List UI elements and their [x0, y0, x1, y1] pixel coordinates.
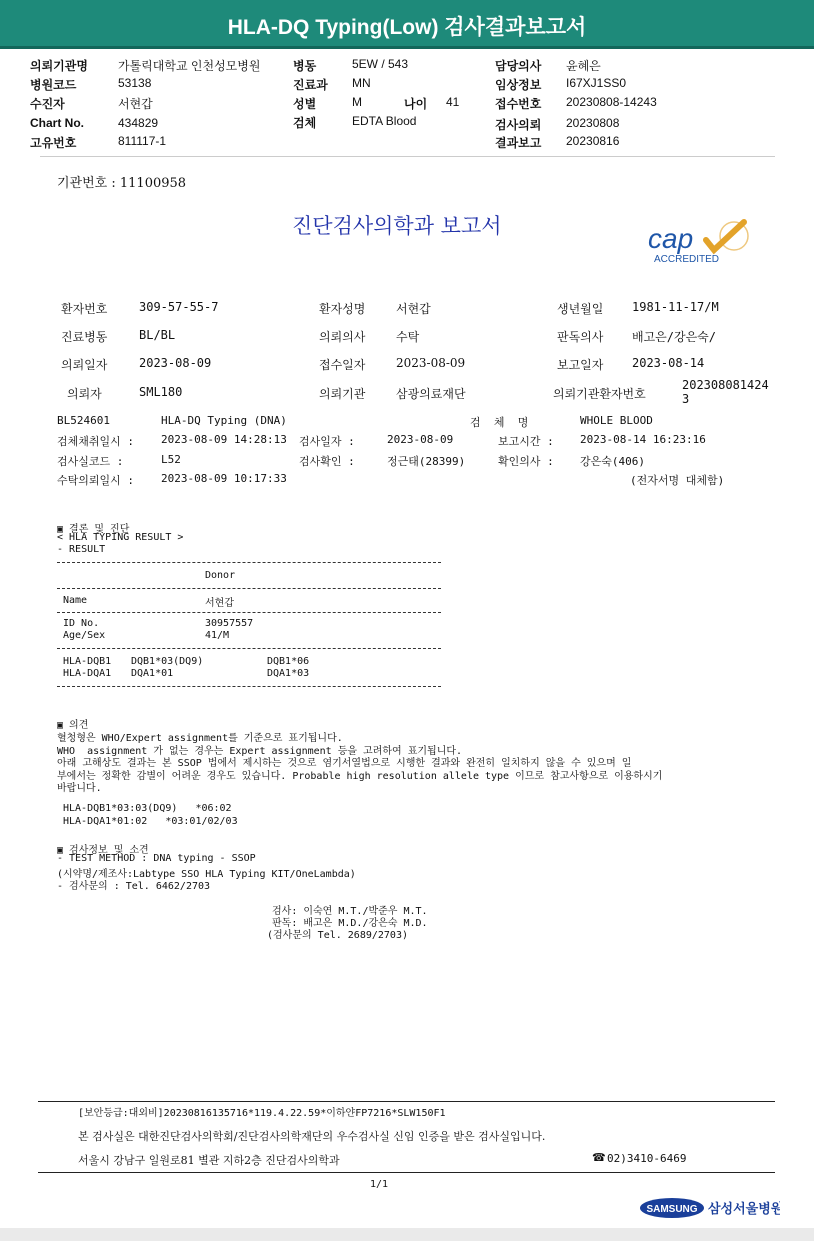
opinion-line: 혈청형은 WHO/Expert assignment를 기준으로 표기됩니다. — [57, 733, 343, 744]
grid-label: 접수일자 — [319, 358, 366, 372]
report-title: 진단검사의학과 보고서 — [292, 214, 502, 238]
allele-2: DQA1*03 — [267, 668, 310, 679]
allele-2: DQB1*06 — [267, 656, 310, 667]
grid-label: 의뢰일자 — [61, 358, 108, 372]
hires-allele-line: HLA-DQB1*03:03(DQ9) *06:02 — [63, 803, 232, 814]
header-value: 20230816 — [566, 134, 620, 148]
header-label: 병동 — [293, 59, 317, 73]
result-label: - RESULT — [57, 544, 106, 555]
header-label: 검체 — [293, 116, 317, 130]
header-label: 의뢰기관명 — [30, 59, 88, 73]
phone-number: 02)3410-6469 — [607, 1152, 687, 1165]
grid-value: 309-57-55-7 — [139, 300, 219, 314]
header-label: 접수번호 — [495, 97, 542, 111]
grid-value: 2023-08-09 — [139, 356, 212, 370]
samsung-logo-text: SAMSUNG — [646, 1204, 698, 1215]
test-name: HLA-DQ Typing (DNA) — [161, 414, 287, 427]
grid-label: 생년월일 — [557, 302, 604, 316]
info-value: 2023-08-14 16:23:16 — [580, 433, 706, 446]
info-label: 검체채취일시 : — [57, 435, 135, 448]
report-title-bar — [0, 0, 814, 49]
method-line: - TEST METHOD : DNA typing - SSOP — [57, 853, 256, 864]
opinion-line: 부에서는 정확한 감별이 어려운 경우도 있습니다. Probable high resolution allele type 이므로 참고사항으로 이용하시기 — [57, 770, 663, 782]
info-label: 확인의사 : — [498, 455, 554, 468]
header-value: 53138 — [118, 76, 152, 90]
cap-ring-icon — [720, 222, 748, 250]
hospital-name: 삼성서울병원 — [708, 1202, 780, 1217]
samsung-logo-icon — [640, 1195, 780, 1221]
result-section-title: ▣ 결론 및 진단 — [57, 524, 130, 535]
header-value: 서현갑 — [118, 97, 153, 111]
test-code: BL524601 — [57, 414, 110, 427]
allele-locus: HLA-DQB1 — [63, 656, 112, 667]
method-line: - 검사문의 : Tel. 6462/2703 — [57, 881, 211, 892]
header-label: Chart No. — [30, 116, 84, 130]
grid-label: 환자번호 — [61, 302, 108, 316]
grid-label: 판독의사 — [557, 330, 604, 344]
header-label: 병원코드 — [30, 78, 77, 92]
result-rule-2 — [57, 588, 441, 589]
grid-value: 배고은/강은숙/ — [632, 330, 717, 344]
grid-value: 삼광의료재단 — [396, 387, 466, 401]
header-value: I67XJ1SS0 — [566, 76, 627, 90]
opinion-line: 바랍니다. — [57, 783, 102, 794]
header-value: 5EW / 543 — [352, 57, 409, 71]
method-section-title: ▣ 검사정보 및 소견 — [57, 845, 149, 856]
grid-label: 보고일자 — [557, 358, 604, 372]
security-line: [보안등급:대외비]20230816135716*119.4.22.59*이하얀FP7216*SLW150F1 — [78, 1108, 446, 1119]
result-rule-5 — [57, 686, 441, 687]
cap-logo-text: cap — [648, 223, 694, 254]
specimen-value: WHOLE BLOOD — [580, 414, 653, 427]
receipt-value: 2023-08-09 10:17:33 — [161, 472, 287, 485]
grid-value: 202308081424 — [682, 378, 769, 392]
header-label: 결과보고 — [495, 136, 542, 150]
method-line: (시약명/제조사:Labtype SSO HLA Typing KIT/OneLambda) — [57, 869, 356, 880]
opinion-line: 아래 고해상도 결과는 본 SSOP 법에서 제시하는 것으로 염기서열법으로 시행한 결과와 완전히 일치하지 않을 수 있으며 일 — [57, 758, 632, 769]
header-value: EDTA Blood — [352, 114, 417, 128]
age-value: 41 — [446, 95, 460, 109]
result-rule-1 — [57, 562, 441, 563]
cap-accredited-logo — [646, 218, 756, 268]
result-subtitle: < HLA TYPING RESULT > — [57, 532, 184, 543]
header-label: 검사의뢰 — [495, 118, 542, 132]
header-value: M — [352, 95, 362, 109]
header-label: 고유번호 — [30, 136, 77, 150]
grid-value: 1981-11-17/M — [632, 300, 719, 314]
header-label: 진료과 — [293, 78, 328, 92]
header-label: 담당의사 — [495, 59, 542, 73]
name-value: 서현갑 — [205, 598, 234, 609]
info-label: 보고시간 : — [498, 435, 554, 448]
age-sex-value: 41/M — [205, 630, 230, 641]
grid-label: 환자성명 — [319, 302, 366, 316]
signoff-line: (검사문의 Tel. 2689/2703) — [267, 930, 408, 941]
age-sex-label: Age/Sex — [63, 630, 106, 641]
grid-label: 의뢰기관환자번호 — [553, 387, 646, 401]
institution-number: 기관번호 : 11100958 — [57, 176, 187, 191]
header-value: 윤혜은 — [566, 59, 601, 73]
footer-top-rule — [38, 1101, 775, 1102]
electronic-signature-note: (전자서명 대체함) — [630, 474, 725, 487]
header-value: 가톨릭대학교 인천성모병원 — [118, 59, 261, 73]
info-label: 검사확인 : — [299, 455, 355, 468]
id-value: 30957557 — [205, 618, 254, 629]
donor-header: Donor — [205, 570, 236, 581]
header-divider — [40, 156, 775, 157]
grid-value: 2023-08-14 — [632, 356, 705, 370]
header-label: 임상정보 — [495, 78, 542, 92]
grid-value: 2023-08-09 — [396, 356, 466, 370]
page-number: 1/1 — [370, 1179, 389, 1190]
name-label: Name — [63, 595, 88, 606]
age-label: 나이 — [404, 97, 428, 111]
header-label: 수진자 — [30, 97, 65, 111]
signoff-line: 판독: 배고은 M.D./강은숙 M.D. — [272, 918, 428, 929]
info-label: 검사실코드 : — [57, 455, 124, 468]
result-rule-3 — [57, 612, 441, 613]
hires-allele-line: HLA-DQA1*01:02 *03:01/02/03 — [63, 816, 238, 827]
grid-value: BL/BL — [139, 328, 176, 342]
report-main-title: HLA-DQ Typing(Low) 검사결과보고서 — [227, 16, 587, 39]
receipt-label: 수탁의뢰일시 : — [57, 474, 135, 487]
allele-1: DQA1*01 — [131, 668, 174, 679]
info-value: 정근태(28399) — [387, 455, 466, 468]
address-line: 서울시 강남구 일원로81 별관 지하2층 진단검사의학과 — [78, 1154, 340, 1167]
viewer-bottom-band — [0, 1228, 814, 1241]
header-value: 811117-1 — [118, 134, 167, 148]
footer-bottom-rule — [38, 1172, 775, 1173]
grid-label: 의뢰자 — [67, 387, 102, 401]
header-value: 20230808-14243 — [566, 95, 657, 109]
cap-logo-sub: ACCREDITED — [654, 254, 720, 265]
certification-line: 본 검사실은 대한진단검사의학회/진단검사의학재단의 우수검사실 신임 인증을 받은 검사실입니다. — [78, 1130, 546, 1143]
allele-locus: HLA-DQA1 — [63, 668, 112, 679]
grid-value: 수탁 — [396, 330, 420, 344]
id-label: ID No. — [63, 618, 100, 629]
info-value: 2023-08-09 — [387, 433, 454, 446]
grid-value: 3 — [682, 392, 690, 406]
grid-value: SML180 — [139, 385, 183, 399]
header-value: 434829 — [118, 116, 159, 130]
grid-label: 의뢰기관 — [319, 387, 366, 401]
info-label: 검사일자 : — [299, 435, 355, 448]
info-value: 강은숙(406) — [580, 455, 645, 468]
signoff-line: 검사: 이숙연 M.T./박준우 M.T. — [272, 906, 428, 917]
cap-logo-icon — [646, 218, 756, 268]
result-rule-4 — [57, 648, 441, 649]
info-value: 2023-08-09 14:28:13 — [161, 433, 287, 446]
specimen-label: 검 체 명 — [470, 416, 529, 429]
header-label: 성별 — [293, 97, 317, 111]
header-value: MN — [352, 76, 371, 90]
grid-label: 진료병동 — [61, 330, 108, 344]
grid-label: 의뢰의사 — [319, 330, 366, 344]
telephone-icon: ☎ — [592, 1152, 606, 1164]
opinion-section-title: ▣ 의견 — [57, 720, 89, 731]
opinion-line: WHO assignment 가 없는 경우는 Expert assignment 등을 고려하여 표기됩니다. — [57, 745, 463, 757]
header-value: 20230808 — [566, 116, 620, 130]
hospital-logo — [640, 1195, 780, 1221]
info-value: L52 — [161, 453, 181, 466]
grid-value: 서현갑 — [396, 302, 431, 316]
allele-1: DQB1*03(DQ9) — [131, 656, 204, 667]
